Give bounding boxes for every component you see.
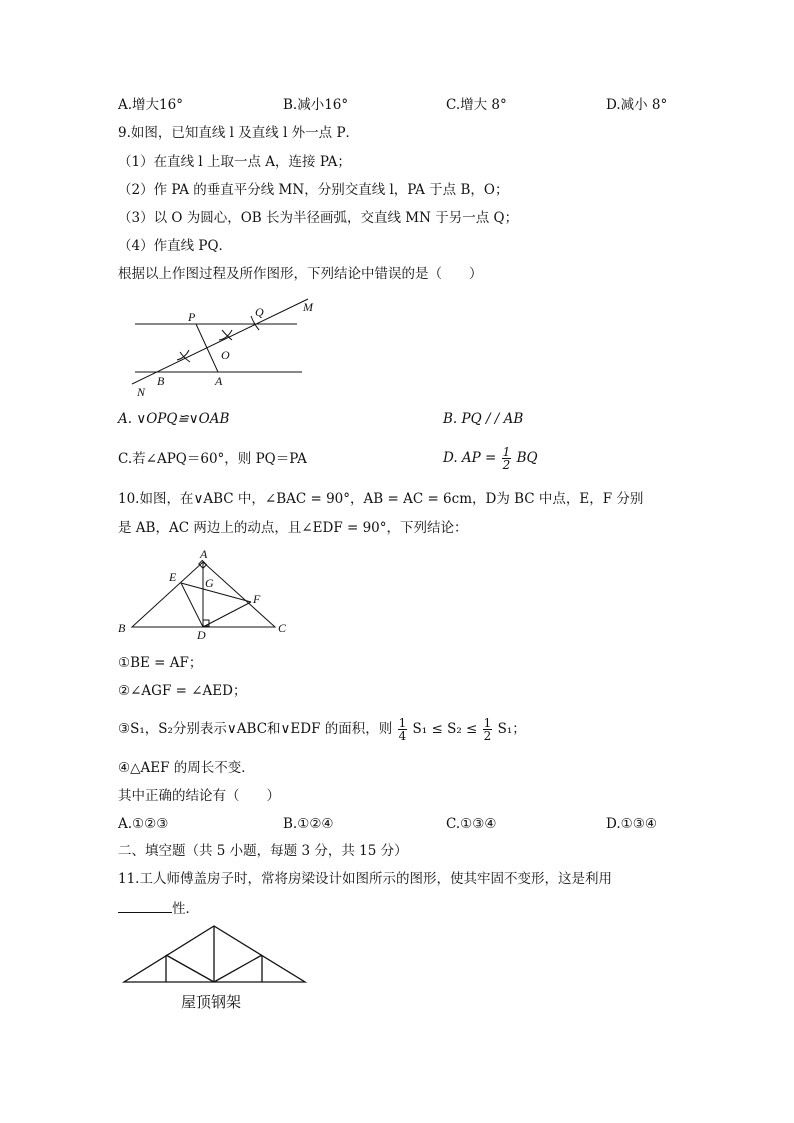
- roof-truss-caption: 屋顶钢架: [181, 993, 242, 1011]
- q9-label-o: O: [221, 348, 230, 362]
- fraction-denominator: 2: [502, 458, 511, 472]
- q9-question: 根据以上作图过程及所作图形，下列结论中错误的是（ ）: [118, 266, 483, 282]
- q10-label-f: F: [253, 592, 261, 606]
- q10-label-a: A: [200, 547, 208, 561]
- fraction-numerator: 1: [502, 445, 511, 459]
- q10-label-g: G: [205, 576, 214, 590]
- q9-label-p: P: [188, 310, 196, 324]
- fraction-numerator: 1: [483, 716, 492, 730]
- q9-step-3: （3）以 O 为圆心，OB 长为半径画弧，交直线 MN 于另一点 Q；: [118, 210, 519, 226]
- q9-step-1: （1）在直线 l 上取一点 A，连接 PA；: [118, 154, 351, 170]
- q8-option-c: C.增大 8°: [446, 97, 507, 113]
- q11-line-1: 11.工人师傅盖房子时，常将房梁设计如图所示的图形，使其牢固不变形，这是利用: [118, 871, 612, 887]
- q10-conclusion-1: ①BE = AF；: [118, 655, 203, 671]
- q10-line-2: 是 AB，AC 两边上的动点，且∠EDF = 90°，下列结论：: [118, 520, 468, 536]
- q10-label-e: E: [169, 570, 177, 584]
- section-heading: 二、填空题（共 5 小题，每题 3 分，共 15 分）: [118, 843, 408, 859]
- q8-option-d: D.减小 8°: [606, 97, 668, 113]
- q10-c3-suffix: S₁；: [497, 721, 526, 737]
- q10-c3-prefix: ③S₁，S₂分别表示∨ABC和∨EDF 的面积，则: [118, 721, 393, 737]
- q9-step-2: （2）作 PA 的垂直平分线 MN，分别交直线 l，PA 于点 B，O；: [118, 182, 509, 198]
- q10-label-b: B: [118, 621, 126, 635]
- q9-stem: 9.如图，已知直线 l 及直线 l 外一点 P．: [118, 125, 360, 141]
- q10-option-c: C.①③④: [446, 816, 497, 832]
- fraction-denominator: 4: [398, 729, 407, 743]
- q9-option-c: C.若∠APQ＝60°，则 PQ＝PA: [118, 451, 307, 467]
- q9-label-q: Q: [255, 305, 264, 319]
- q9-option-d-suffix: BQ: [516, 450, 538, 466]
- q8-option-a: A.增大16°: [118, 97, 183, 113]
- q10-option-d: D.①③④: [606, 816, 657, 832]
- q11-line-2-suffix: 性．: [172, 901, 199, 917]
- q10-option-b: B.①②④: [283, 816, 334, 832]
- q10-conclusion-2: ②∠AGF = ∠AED；: [118, 683, 247, 699]
- q9-option-a: A. ∨OPQ≌∨OAB: [118, 411, 230, 427]
- q8-option-b: B.减小16°: [283, 97, 349, 113]
- fraction-denominator: 2: [483, 729, 492, 743]
- q10-option-a: A.①②③: [118, 816, 169, 832]
- q9-label-m: M: [303, 300, 313, 314]
- q9-step-4: （4）作直线 PQ．: [118, 238, 233, 254]
- q10-label-d: D: [197, 628, 206, 642]
- q9-label-b: B: [157, 374, 165, 388]
- q9-label-n: N: [137, 385, 146, 399]
- q10-label-c: C: [278, 621, 287, 635]
- q10-c3-mid: S₁ ≤ S₂ ≤: [412, 721, 478, 737]
- q10-question: 其中正确的结论有（ ）: [118, 788, 280, 804]
- q9-label-a: A: [215, 374, 223, 388]
- q9-option-d-prefix: D. AP =: [443, 450, 497, 466]
- q10-conclusion-4: ④△AEF 的周长不变．: [118, 760, 255, 776]
- fraction-numerator: 1: [398, 716, 407, 730]
- q10-line-1: 10.如图，在∨ABC 中，∠BAC = 90°，AB = AC = 6cm，D为 BC 中点，E，F 分别: [118, 491, 644, 507]
- q9-option-b: B. PQ / / AB: [443, 411, 524, 427]
